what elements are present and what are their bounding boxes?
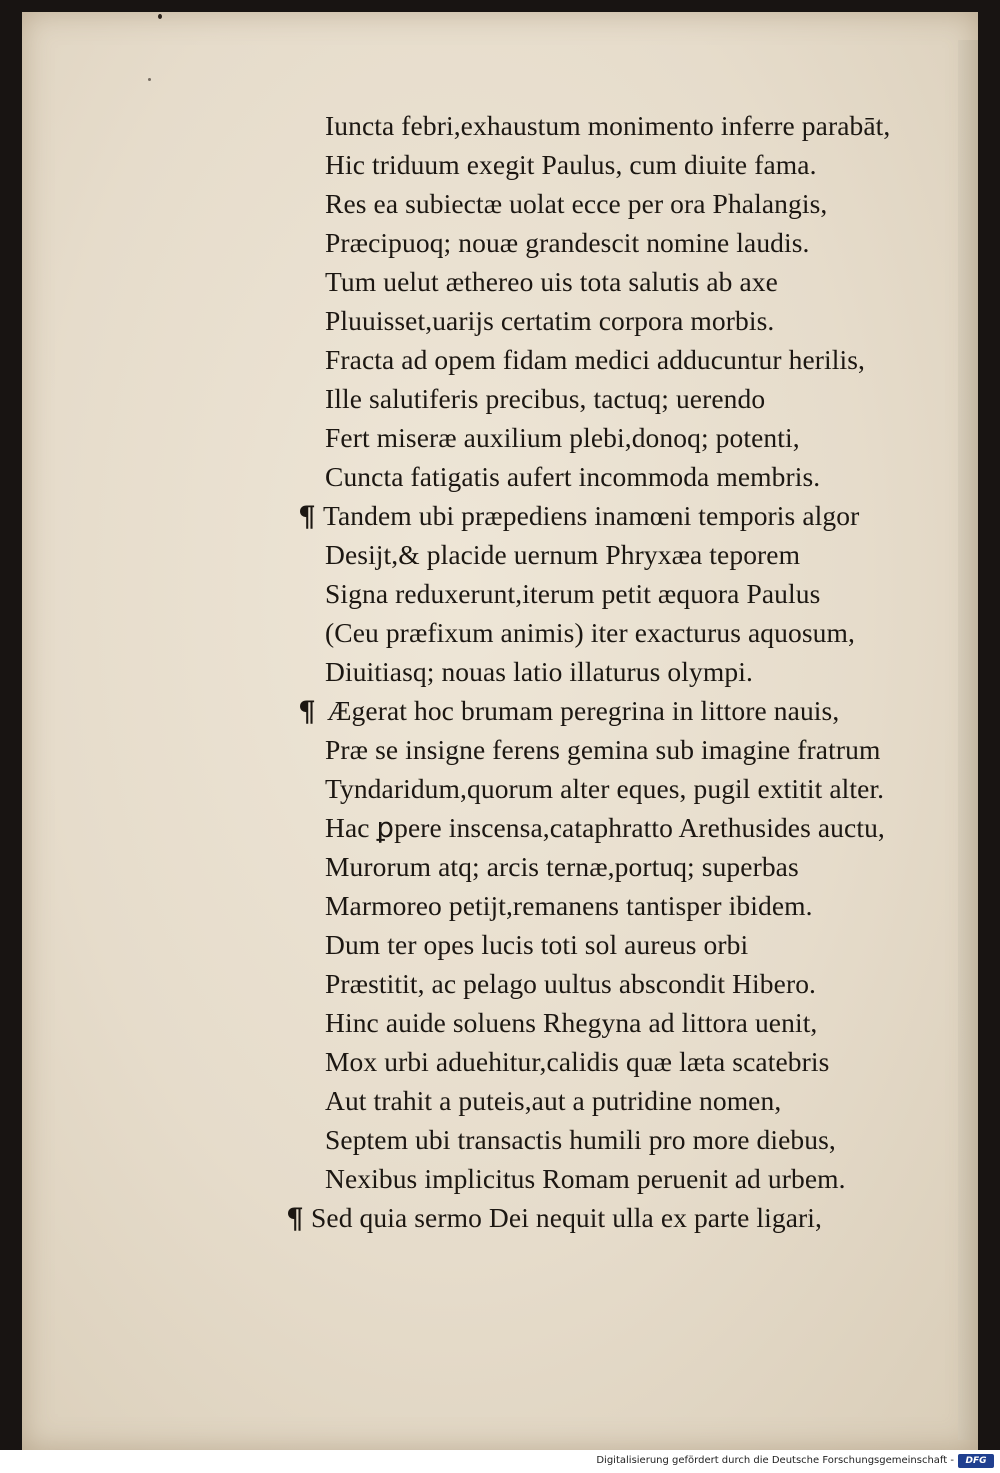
text-line: Aut trahit a puteis,aut a putridine nomen,	[325, 1085, 782, 1116]
text-line: Diuitiasq; nouas latio illaturus olympi.	[325, 656, 753, 687]
text-line: Tum uelut æthereo uis tota salutis ab axe	[325, 266, 778, 297]
text-line: Desijt,& placide uernum Phryxæa teporem	[325, 539, 801, 570]
text-line: Sed quia sermo Dei nequit ulla ex parte ligari,	[311, 1202, 823, 1233]
text-line: Tandem ubi præpediens inamœni temporis algor	[323, 500, 860, 531]
text-line: Murorum atq; arcis ternæ,portuq; superbas	[325, 851, 799, 882]
text-line: Signa reduxerunt,iterum petit æquora Paulus	[325, 578, 821, 609]
text-line: Hac ꝑpere inscensa,cataphratto Arethusides auctu,	[325, 812, 885, 843]
pilcrow-mark: ¶	[298, 500, 316, 533]
dfg-logo: DFG	[958, 1454, 994, 1468]
text-line: Septem ubi transactis humili pro more diebus,	[325, 1124, 836, 1155]
text-line: Marmoreo petijt,remanens tantisper ibidem.	[325, 890, 813, 921]
text-line: Mox urbi aduehitur,calidis quæ læta scatebris	[325, 1046, 830, 1077]
text-line: Præcipuoq; nouæ grandescit nomine laudis.	[325, 227, 810, 258]
text-line: Ægerat hoc brumam peregrina in littore nauis,	[327, 695, 840, 726]
pilcrow-mark: ¶	[286, 1202, 304, 1235]
text-line: Res ea subiectæ uolat ecce per ora Phalangis,	[325, 188, 828, 219]
text-line: Hinc auide soluens Rhegyna ad littora uenit,	[325, 1007, 818, 1038]
pilcrow-mark: ¶	[298, 695, 316, 728]
text-line: (Ceu præfixum animis) iter exacturus aquosum,	[325, 617, 855, 648]
text-line: Fert miseræ auxilium plebi,donoq; potenti,	[325, 422, 800, 453]
text-line: Pluuisset,uarijs certatim corpora morbis.	[325, 305, 775, 336]
digitization-footer	[0, 1450, 1000, 1473]
text-line: Dum ter opes lucis toti sol aureus orbi	[325, 929, 749, 960]
text-line: Iuncta febri,exhaustum monimento inferre parabāt,	[325, 110, 891, 141]
text-line: Nexibus implicitus Romam peruenit ad urbem.	[325, 1163, 846, 1194]
text-line: Cuncta fatigatis aufert incommoda membris.	[325, 461, 821, 492]
text-line: Tyndaridum,quorum alter eques, pugil extitit alter.	[325, 773, 885, 804]
text-line: Ille salutiferis precibus, tactuq; uerendo	[325, 383, 766, 414]
text-line: Fracta ad opem fidam medici adducuntur herilis,	[325, 344, 866, 375]
text-line: Hic triduum exegit Paulus, cum diuite fama.	[325, 149, 817, 180]
text-line: Præ se insigne ferens gemina sub imagine fratrum	[325, 734, 881, 765]
text-line: Præstitit, ac pelago uultus abscondit Hibero.	[325, 968, 817, 999]
funding-notice: Digitalisierung gefördert durch die Deutsche Forschungsgemeinschaft -	[596, 1455, 954, 1466]
